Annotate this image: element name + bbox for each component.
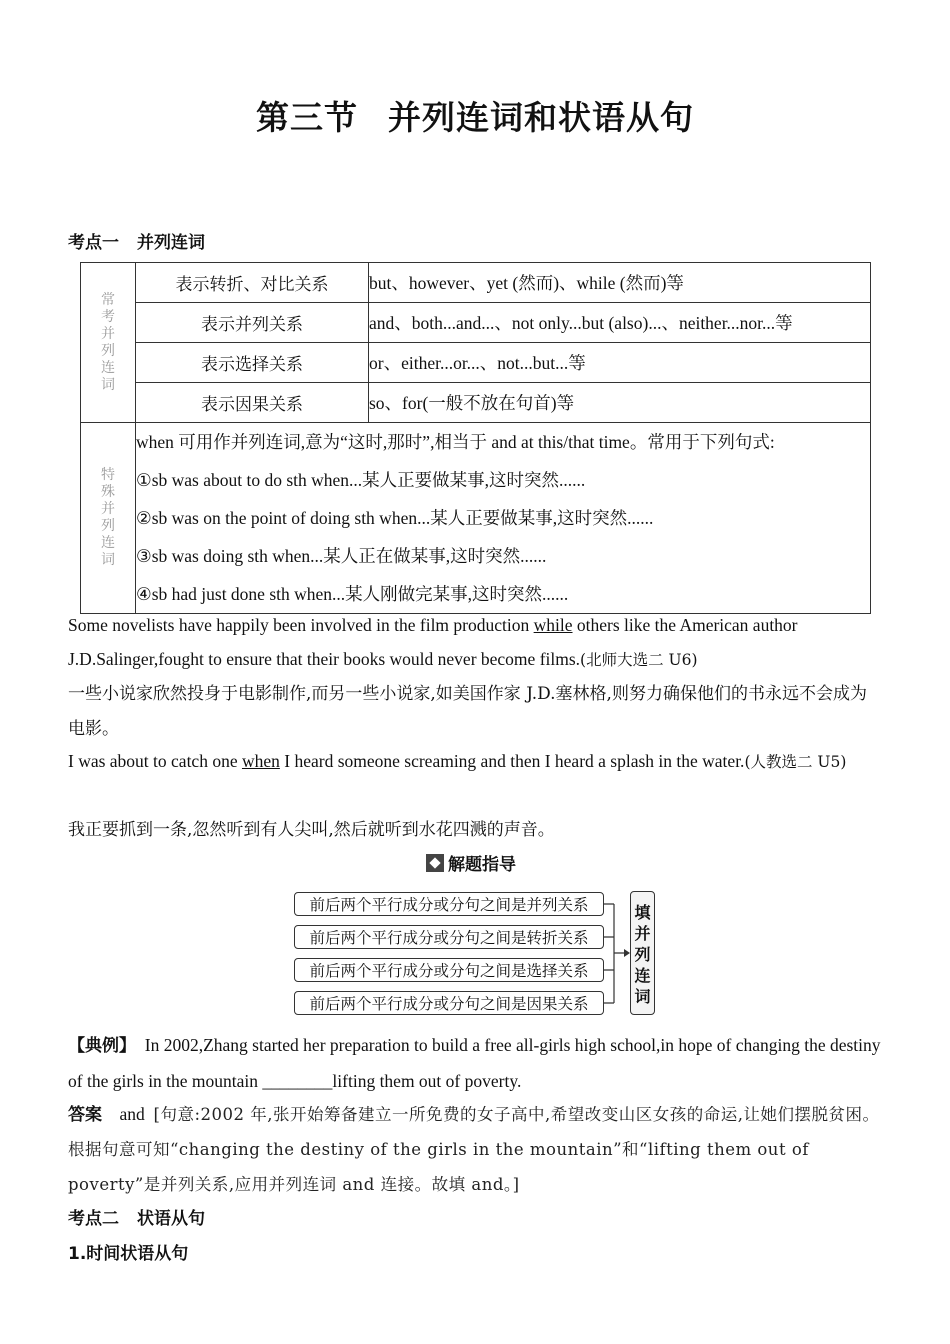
underlined-while: while xyxy=(533,615,573,635)
example-cell: or、either...or...、not...but...等 xyxy=(369,343,871,383)
answer-label: 答案 xyxy=(68,1105,102,1125)
category-special: 特 殊 并 列 连 词 xyxy=(81,423,136,614)
title-part2: 并列连词和状语从句 xyxy=(388,98,694,137)
source-tag: (北师大选二 U6) xyxy=(580,651,698,669)
section1-number: 考点一 xyxy=(68,233,119,253)
relation-cell: 表示转折、对比关系 xyxy=(136,263,369,303)
relation-cell: 表示选择关系 xyxy=(136,343,369,383)
guide-box-parallel: 前后两个平行成分或分句之间是并列关系 xyxy=(294,892,604,916)
section-heading-2 xyxy=(68,1204,205,1229)
answer-value: and xyxy=(119,1104,145,1124)
conjunction-table xyxy=(80,262,871,614)
section2-number: 考点二 xyxy=(68,1209,119,1229)
special-line: ④sb had just done sth when...某人刚做完某事,这时突然...... xyxy=(136,584,569,604)
category-common: 常 考 并 列 连 词 xyxy=(81,263,136,423)
guide-box-contrast: 前后两个平行成分或分句之间是转折关系 xyxy=(294,925,604,949)
example2-english: I was about to catch one when I heard someone screaming and then I heard a splash in the water.(人教选二 U5) xyxy=(68,751,847,771)
special-line: when 可用作并列连词,意为“这时,那时”,相当于 and at this/that time。常用于下列句式: xyxy=(136,432,775,452)
special-line: ③sb was doing sth when...某人正在做某事,这时突然...... xyxy=(136,546,547,566)
guide-box-cause: 前后两个平行成分或分句之间是因果关系 xyxy=(294,991,604,1015)
example-cell: so、for(一般不放在句首)等 xyxy=(369,383,871,423)
special-line: ①sb was about to do sth when...某人正要做某事,这时突然...... xyxy=(136,470,586,490)
example2-chinese: 我正要抓到一条,忽然听到有人尖叫,然后就听到水花四溅的声音。 xyxy=(68,820,555,840)
subsection-time-clause: 1.时间状语从句 xyxy=(68,1244,189,1264)
source-tag: (人教选二 U5) xyxy=(744,753,847,771)
example-cell: and、both...and...、not only...but (also)...、neither...nor...等 xyxy=(369,303,871,343)
special-when-cell xyxy=(136,423,871,614)
typical-example: 【典例】 In 2002,Zhang started her preparation to build a free all-girls high school,in hope of changing the destiny of the girls in the mountain ________lifting them out of poverty. xyxy=(68,1035,881,1091)
relation-cell: 表示并列关系 xyxy=(136,303,369,343)
guide-heading: 解题指导 xyxy=(426,850,516,875)
special-line: ②sb was on the point of doing sth when...某人正要做某事,这时突然...... xyxy=(136,508,654,528)
relation-cell: 表示因果关系 xyxy=(136,383,369,423)
example-cell: but、however、yet (然而)、while (然而)等 xyxy=(369,263,871,303)
answer-explanation: [句意:2002 年,张开始筹备建立一所免费的女子高中,希望改变山区女孩的命运,让她们摆脱贫困。根据句意可知“changing the destiny of the girls in the mountain”和“lifting them out of poverty”是并列关系,应用并列连词 and 连接。故填 and。] xyxy=(68,1105,880,1194)
bracket-arrow-icon xyxy=(604,890,632,1020)
example1-english: Some novelists have happily been involved in the film production while others like the American author J.D.Salinger,fought to ensure that their books would never become films.(北师大选二 U6) xyxy=(68,615,798,669)
guide-box-choice: 前后两个平行成分或分句之间是选择关系 xyxy=(294,958,604,982)
answer-block xyxy=(68,1097,882,1202)
title-part1: 第三节 xyxy=(256,98,358,137)
section-heading-1 xyxy=(68,228,205,253)
diamond-icon xyxy=(426,854,444,872)
typical-label: 【典例】 xyxy=(68,1036,136,1056)
page-title xyxy=(0,92,950,139)
section2-name: 状语从句 xyxy=(137,1209,205,1229)
fill-conjunction-box: 填 并 列 连 词 xyxy=(630,891,655,1015)
underlined-when: when xyxy=(241,751,280,771)
example1-chinese: 一些小说家欣然投身于电影制作,而另一些小说家,如美国作家 J.D.塞林格,则努力确保他们的书永远不会成为电影。 xyxy=(68,684,867,739)
section1-name: 并列连词 xyxy=(137,233,205,253)
